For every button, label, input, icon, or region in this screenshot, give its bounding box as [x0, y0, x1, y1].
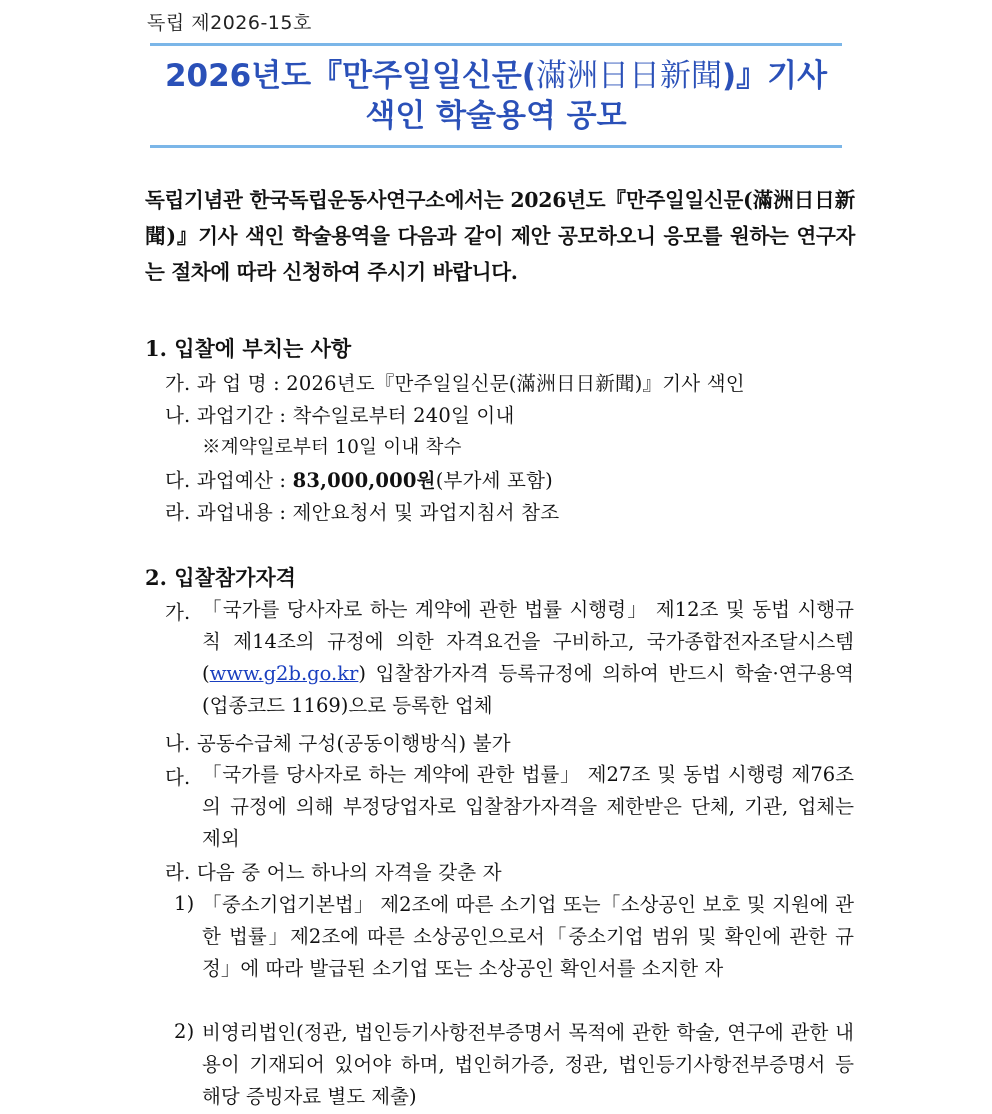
section-2-subitem-1-text: 「중소기업기본법」 제2조에 따른 소기업 또는「소상공인 보호 및 지원에 관한 법률」제2조에 따른 소상공인으로서「중소기업 범위 및 확인에 관한 규정」에 따라 발급된 소기업 또는 소상공인 확인서를 소지한 자 [202, 893, 854, 980]
section-1-item-na-note: ※계약일로부터 10일 이내 착수 [202, 437, 462, 458]
section-2-heading: 2. 입찰참가자격 [145, 565, 296, 590]
section-1-item-da [165, 465, 553, 493]
section-2-item-da-text: 「국가를 당사자로 하는 계약에 관한 법률」 제27조 및 동법 시행령 제76조의 규정에 의해 부정당업자로 입찰참가자격을 제한받은 단체, 기관, 업체는 제외 [202, 763, 854, 850]
section-2-item-ra: 라. 다음 중 어느 하나의 자격을 갖춘 자 [165, 861, 502, 884]
section-2-item-ga-text [202, 594, 854, 722]
section-1-item-da-suffix: (부가세 포함) [435, 469, 553, 492]
title-line-2: 색인 학술용역 공모 [365, 98, 627, 134]
title-line-1 [150, 56, 842, 96]
section-1-heading: 1. 입찰에 부치는 사항 [145, 336, 352, 361]
section-2-item-ga-text-1: 「국가를 당사자로 하는 계약에 관한 법률 시행령」 제12조 및 동법 시행규칙 제14조의 규정에 의한 자격요건을 구비하고, 국가종합전자조달시스템( [202, 598, 854, 685]
section-2-item-ga-text-2: ) 입찰참가자격 등록규정에 의하여 반드시 학술·연구용역(업종코드 1169)으로 등록한 업체 [202, 662, 854, 717]
title-line-1-prefix: 2026년도『만주일일신문( [164, 58, 536, 94]
section-1-item-ra: 라. 과업내용 : 제안요청서 및 과업지침서 참조 [165, 501, 560, 524]
section-2-item-na: 나. 공동수급체 구성(공동이행방식) 불가 [165, 732, 511, 755]
title-top-rule [150, 43, 842, 46]
budget-amount: 83,000,000원 [292, 469, 436, 492]
section-1-item-ga: 가. 과 업 명 : 2026년도『만주일일신문(滿洲日日新聞)』기사 색인 [165, 372, 745, 395]
document-number: 독립 제2026-15호 [147, 12, 312, 34]
g2b-link[interactable]: www.g2b.go.kr [209, 662, 359, 685]
intro-paragraph: 독립기념관 한국독립운동사연구소에서는 2026년도『만주일일신문(滿洲日日新聞)』기사 색인 학술용역을 다음과 같이 제안 공모하오니 응모를 원하는 연구자는 절차에 따라 신청하여 주시기 바랍니다. [145, 188, 855, 284]
section-2-item-da-label: 다. [165, 766, 191, 789]
section-2-item-ga-label: 가. [165, 601, 191, 624]
title-line-1-hanja: 滿洲日日新聞 [535, 58, 722, 94]
section-2-subitem-2-text: 비영리법인(정관, 법인등기사항전부증명서 목적에 관한 학술, 연구에 관한 내용이 기재되어 있어야 하며, 법인허가증, 정관, 법인등기사항전부증명서 등 해당 증빙자료 별도 제출) [202, 1021, 854, 1108]
title-bottom-rule [150, 145, 842, 148]
section-2-subitem-2-label: 2) [174, 1020, 195, 1043]
section-2-subitem-1-label: 1) [174, 892, 195, 915]
section-1-item-na: 나. 과업기간 : 착수일로부터 240일 이내 [165, 404, 515, 427]
page-title [150, 56, 842, 136]
section-1-item-da-prefix: 다. 과업예산 : [165, 469, 293, 492]
title-line-1-suffix: )』기사 [721, 58, 828, 94]
